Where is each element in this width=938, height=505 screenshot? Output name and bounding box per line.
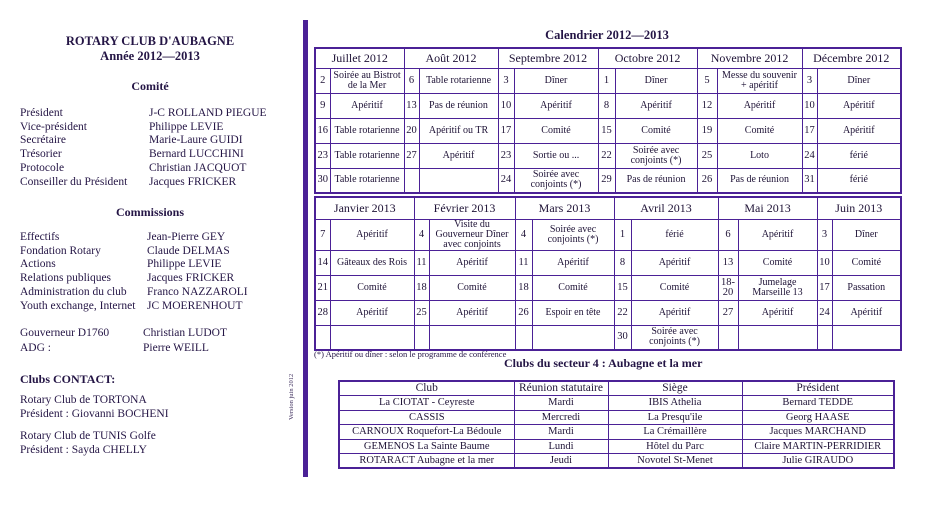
event-cell: Apéritif (330, 300, 414, 325)
day-number (718, 325, 738, 350)
sector-club-row (339, 410, 894, 425)
month-header: Janvier 2013 (315, 197, 414, 219)
sector-clubs-table (338, 380, 895, 469)
event-cell: Apéritif (631, 250, 718, 275)
event-cell: Comité (429, 275, 515, 300)
sector-cell: Jeudi (514, 454, 608, 469)
event-cell: férié (631, 219, 718, 250)
vertical-divider (303, 20, 308, 477)
event-cell: Pas de réunion (615, 168, 697, 193)
event-cell: Pas de réunion (717, 168, 802, 193)
comite-name: Philippe LEVIE (149, 120, 224, 133)
event-cell: Comité (514, 118, 598, 143)
sector-cell: La CIOTAT - Ceyreste (339, 396, 514, 411)
calendar-table-2012 (314, 47, 902, 194)
club-title: ROTARY CLUB D'AUBAGNE (65, 34, 235, 48)
day-number: 17 (817, 275, 832, 300)
event-cell: Comité (717, 118, 802, 143)
event-cell: Apéritif (832, 300, 901, 325)
day-number: 3 (802, 68, 817, 93)
day-number: 1 (598, 68, 615, 93)
calendar-row (315, 325, 901, 350)
month-header: Février 2013 (414, 197, 515, 219)
event-cell: Apéritif (817, 93, 901, 118)
month-header: Décembre 2012 (802, 48, 901, 68)
event-cell: Soirée avec conjoints (*) (532, 219, 614, 250)
calendar-title: Calendrier 2012—2013 (545, 28, 669, 42)
day-number: 11 (414, 250, 429, 275)
calendar-row (315, 300, 901, 325)
day-number: 4 (515, 219, 532, 250)
contact-president-2: Président : Sayda CHELLY (20, 444, 147, 456)
contact-club-1: Rotary Club de TORTONA (20, 394, 147, 406)
day-number: 18 (414, 275, 429, 300)
calendar-row (315, 168, 901, 193)
commission-role: Effectifs (20, 231, 60, 243)
event-cell: Gâteaux des Rois (330, 250, 414, 275)
event-cell: Apéritif (330, 219, 414, 250)
calendar-row (315, 68, 901, 93)
day-number: 6 (718, 219, 738, 250)
month-header: Novembre 2012 (697, 48, 802, 68)
clubs-contact-heading: Clubs CONTACT: (20, 372, 116, 386)
day-number: 6 (404, 68, 419, 93)
sector-cell: Mardi (514, 396, 608, 411)
event-cell (419, 168, 498, 193)
event-cell (738, 325, 817, 350)
event-cell: Table rotarienne (419, 68, 498, 93)
event-cell: Apéritif (514, 93, 598, 118)
month-header: Septembre 2012 (498, 48, 598, 68)
comite-role: Secrétaire (20, 134, 66, 147)
event-cell: férié (817, 143, 901, 168)
day-number (404, 168, 419, 193)
gouverneur-role: Gouverneur D1760 (20, 327, 110, 339)
day-number: 3 (498, 68, 514, 93)
event-cell: Comité (832, 250, 901, 275)
adg-role: ADG : (20, 342, 51, 354)
day-number: 3 (817, 219, 832, 250)
sector-column-header: Siège (608, 381, 742, 396)
event-cell: Apéritif (532, 250, 614, 275)
calendar-row (315, 143, 901, 168)
event-cell (429, 325, 515, 350)
sector-cell: Novotel St-Menet (608, 454, 742, 469)
event-cell: Apéritif (429, 300, 515, 325)
commission-role: Relations publiques (20, 272, 112, 285)
month-header: Mai 2013 (718, 197, 817, 219)
day-number: 14 (315, 250, 330, 275)
sector-club-row (339, 454, 894, 469)
day-number: 5 (697, 68, 717, 93)
sector-column-header: Club (339, 381, 514, 396)
club-info-panel (0, 0, 300, 505)
gouverneur-name: Christian LUDOT (143, 327, 228, 339)
event-cell: Soirée au Bistrot de la Mer (330, 68, 404, 93)
club-year: Année 2012—2013 (100, 49, 200, 63)
event-cell: Comité (532, 275, 614, 300)
sector-club-row (339, 425, 894, 440)
day-number: 12 (697, 93, 717, 118)
commission-name: Claude DELMAS (147, 244, 230, 257)
contact-club-2: Rotary Club de TUNIS Golfe (20, 430, 156, 442)
month-header: Juillet 2012 (315, 48, 404, 68)
event-cell: Messe du souvenir + apéritif (717, 68, 802, 93)
sector-cell: CASSIS (339, 410, 514, 425)
commission-role: Youth exchange, Internet (20, 299, 136, 312)
version-label: Version juin 2012 (288, 373, 295, 420)
comite-name: J-C ROLLAND PIEGUE (149, 107, 267, 119)
day-number: 28 (315, 300, 330, 325)
event-cell: Dîner (615, 68, 697, 93)
month-header: Août 2012 (404, 48, 498, 68)
commission-name: Franco NAZZAROLI (147, 285, 248, 298)
day-number: 26 (697, 168, 717, 193)
event-cell: Visite du Gouverneur Dîner avec conjoints (429, 219, 515, 250)
sector-cell: IBIS Athelia (608, 396, 742, 411)
event-cell: Sortie ou ... (514, 143, 598, 168)
day-number: 13 (718, 250, 738, 275)
day-number: 8 (598, 93, 615, 118)
event-cell: Comité (615, 118, 697, 143)
event-cell: Comité (330, 275, 414, 300)
day-number: 17 (802, 118, 817, 143)
sector-cell: Bernard TEDDE (742, 396, 894, 411)
commissions-heading: Commissions (115, 205, 184, 219)
event-cell: Apéritif (738, 300, 817, 325)
day-number: 10 (802, 93, 817, 118)
day-number: 23 (498, 143, 514, 168)
sector-club-row (339, 396, 894, 411)
day-number: 27 (404, 143, 419, 168)
day-number: 15 (614, 275, 631, 300)
sector-cell: Julie GIRAUDO (742, 454, 894, 469)
month-header: Avril 2013 (614, 197, 718, 219)
day-number: 2 (315, 68, 330, 93)
event-cell: Apéritif (631, 300, 718, 325)
event-cell: Comité (738, 250, 817, 275)
event-cell: Espoir en tête (532, 300, 614, 325)
event-cell: Apéritif (419, 143, 498, 168)
sector-cell: GEMENOS La Sainte Baume (339, 439, 514, 454)
day-number: 29 (598, 168, 615, 193)
day-number: 15 (598, 118, 615, 143)
event-cell: Dîner (817, 68, 901, 93)
calendar-footnote: (*) Apéritif ou dîner : selon le programme de conférence (314, 349, 507, 359)
comite-role: Président (20, 107, 63, 119)
event-cell: Dîner (832, 219, 901, 250)
day-number (817, 325, 832, 350)
sector-column-header: Réunion statutaire (514, 381, 608, 396)
day-number: 19 (697, 118, 717, 143)
sector-column-header: Président (742, 381, 894, 396)
comite-role: Conseiller du Président (20, 175, 128, 188)
event-cell: Comité (631, 275, 718, 300)
event-cell: Loto (717, 143, 802, 168)
event-cell: Apéritif (615, 93, 697, 118)
commission-name: Jean-Pierre GEY (147, 231, 226, 243)
adg-name: Pierre WEILL (143, 342, 209, 354)
day-number: 30 (315, 168, 330, 193)
day-number: 21 (315, 275, 330, 300)
commission-role: Actions (20, 258, 56, 271)
day-number: 4 (414, 219, 429, 250)
event-cell: Table rotarienne (330, 143, 404, 168)
event-cell: Apéritif (817, 118, 901, 143)
sector-cell: Mercredi (514, 410, 608, 425)
event-cell: Soirée avec conjoints (*) (631, 325, 718, 350)
comite-role: Vice-président (20, 120, 88, 133)
contact-president-1: Président : Giovanni BOCHENI (20, 408, 169, 420)
commission-name: Philippe LEVIE (147, 258, 222, 271)
event-cell (330, 325, 414, 350)
event-cell: Dîner (514, 68, 598, 93)
calendar-table-2013 (314, 196, 902, 351)
comite-name: Bernard LUCCHINI (149, 148, 244, 161)
day-number (515, 325, 532, 350)
sector-cell: Hôtel du Parc (608, 439, 742, 454)
day-number: 31 (802, 168, 817, 193)
comite-role: Trésorier (20, 148, 62, 161)
day-number: 20 (404, 118, 419, 143)
comite-role: Protocole (20, 161, 65, 174)
day-number: 26 (515, 300, 532, 325)
day-number (315, 325, 330, 350)
sector-club-row (339, 439, 894, 454)
sector-cell: Georg HAASE (742, 410, 894, 425)
event-cell: Apéritif (429, 250, 515, 275)
event-cell: Soirée avec conjoints (*) (514, 168, 598, 193)
comite-name: Marie-Laure GUIDI (149, 134, 243, 147)
event-cell: Apéritif (717, 93, 802, 118)
day-number: 16 (315, 118, 330, 143)
day-number: 24 (802, 143, 817, 168)
day-number: 24 (498, 168, 514, 193)
day-number: 17 (498, 118, 514, 143)
day-number: 18 (515, 275, 532, 300)
day-number: 22 (598, 143, 615, 168)
day-number (414, 325, 429, 350)
day-number: 11 (515, 250, 532, 275)
calendar-row (315, 118, 901, 143)
day-number: 10 (817, 250, 832, 275)
sector-cell: Mardi (514, 425, 608, 440)
event-cell: Apéritif (738, 219, 817, 250)
month-header: Mars 2013 (515, 197, 614, 219)
event-cell: férié (817, 168, 901, 193)
calendar-row (315, 93, 901, 118)
sector-cell: ROTARACT Aubagne et la mer (339, 454, 514, 469)
day-number: 25 (414, 300, 429, 325)
calendar-row (315, 275, 901, 300)
day-number: 30 (614, 325, 631, 350)
calendar-row (315, 219, 901, 250)
day-number: 27 (718, 300, 738, 325)
month-header: Juin 2013 (817, 197, 901, 219)
day-number: 1 (614, 219, 631, 250)
event-cell: Soirée avec conjoints (*) (615, 143, 697, 168)
day-number: 10 (498, 93, 514, 118)
day-number: 8 (614, 250, 631, 275)
sector-cell: La Crémaillère (608, 425, 742, 440)
event-cell: Apéritif ou TR (419, 118, 498, 143)
sector-cell: La Presqu'ile (608, 410, 742, 425)
day-number: 22 (614, 300, 631, 325)
sector-cell: Claire MARTIN-PERRIDIER (742, 439, 894, 454)
event-cell: Table rotarienne (330, 118, 404, 143)
month-header: Octobre 2012 (598, 48, 697, 68)
sector-header-row (339, 381, 894, 396)
sector-cell: CARNOUX Roquefort-La Bédoule (339, 425, 514, 440)
day-number: 23 (315, 143, 330, 168)
event-cell (532, 325, 614, 350)
event-cell: Jumelage Marseille 13 (738, 275, 817, 300)
comite-heading: Comité (131, 79, 169, 93)
calendar-row (315, 250, 901, 275)
day-number: 7 (315, 219, 330, 250)
commission-name: Jacques FRICKER (147, 272, 235, 285)
sector-cell: Jacques MARCHAND (742, 425, 894, 440)
event-cell: Passation (832, 275, 901, 300)
event-cell: Pas de réunion (419, 93, 498, 118)
event-cell: Table rotarienne (330, 168, 404, 193)
sector-cell: Lundi (514, 439, 608, 454)
event-cell: Apéritif (330, 93, 404, 118)
sector-title: Clubs du secteur 4 : Aubagne et la mer (504, 356, 703, 370)
commission-name: JC MOERENHOUT (147, 299, 243, 312)
day-number: 25 (697, 143, 717, 168)
comite-name: Christian JACQUOT (149, 161, 247, 174)
commission-role: Fondation Rotary (20, 244, 101, 257)
day-number: 13 (404, 93, 419, 118)
day-number: 9 (315, 93, 330, 118)
event-cell (832, 325, 901, 350)
commission-role: Administration du club (20, 285, 127, 298)
day-number: 18-20 (718, 275, 738, 300)
day-number: 24 (817, 300, 832, 325)
comite-name: Jacques FRICKER (149, 175, 237, 188)
